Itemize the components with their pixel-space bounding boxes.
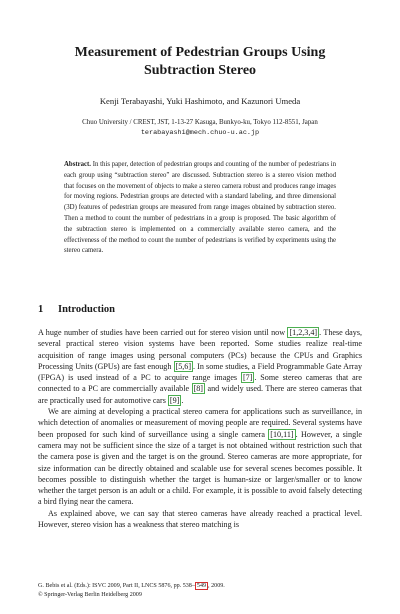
footer-text: , 2009. — [208, 583, 225, 589]
paragraph-text: . However, a single camera may not be sufficient since the size of a target is not obtained without restriction such that the camera pose is given and the target is on the ground. Stereo cameras are more appropriate, for size information can be directly obtained and scalable use for several scenes becomes possible. It becomes possible to distinguish whether the target is human-size or larger/smaller or to know whether the target person is an adult or a child. For example, it is possible to avoid falsely detecting a bird flying near the camera. — [38, 429, 362, 507]
authors: Kenji Terabayashi, Yuki Hashimoto, and Kazunori Umeda — [99, 96, 301, 106]
affiliation: Chuo University / CREST, JST, 1-13-27 Kasuga, Bunkyo-ku, Tokyo 112-8551, Japan — [82, 119, 318, 126]
paragraph-text: . In some studies, a Field Programmable Gate Array (FPGA) is used instead of a PC to acquire range images — [38, 361, 363, 383]
citation-link[interactable]: [8] — [193, 384, 203, 394]
paragraph-text: . Some stereo cameras that are connected to a PC are commercially available — [38, 373, 362, 394]
paragraph-1 — [38, 327, 362, 406]
footer — [38, 582, 362, 599]
paragraph-text: A huge number of studies have been carried out for stereo vision until now — [38, 328, 288, 337]
section-number: 1 — [38, 304, 44, 315]
citation-link[interactable]: [1,2,3,4] — [289, 328, 318, 337]
section-title: Introduction — [58, 304, 115, 315]
section-heading — [38, 304, 115, 315]
footer-text: G. Bebis et al. (Eds.): ISVC 2009, Part II, LNCS 5876, pp. 538– — [38, 583, 195, 589]
paragraph-text: . — [181, 395, 184, 405]
paragraph-text: We are aiming at developing a practical stereo camera for applications such as surveillance, in which detection of anomalies or measurement of moving people are required. Several systems have been proposed for such kind of surveillance using a single camera — [38, 407, 362, 439]
copyright: © Springer-Verlag Berlin Heidelberg 2009 — [38, 591, 142, 598]
author-email: terabayashi@mech.chuo-u.ac.jp — [140, 129, 260, 137]
page-link[interactable]: 549 — [196, 583, 207, 589]
paragraph-text: . These days, several practical stereo vision systems have been reported. Some studies realize real-time acquisition of range images using personal computers (PCs) because the CPUs and Graphics Processing Units (GPUs) are fast enough — [38, 328, 362, 371]
paper-title — [40, 44, 360, 80]
title-line-2: Subtraction Stereo — [143, 63, 257, 78]
paragraph-text: and widely used. There are stereo cameras that are practically used for automotive cars — [38, 384, 363, 405]
citation-link[interactable]: [9] — [169, 395, 180, 405]
abstract-text: In this paper, detection of pedestrian groups and counting of the number of pedestrians in each group using “subtraction stereo” are discussed. Subtraction stereo is a stereo vision method that focuses on the movement of objects to make a stereo camera robust and produces range images for moving regions. Pedestrian groups are detected with a standard labeling, and three dimensional (3D) features of pedestrian groups are measured from range images obtained by subtraction stereo. Then a method to count the number of pedestrians in a group is proposed. The basic algorithm of the subtraction stereo is implemented on a commercially available stereo camera, and the effectiveness of the method to count the number of pedestrians is verified by experiments using the stereo camera. — [64, 161, 336, 255]
title-line-1: Measurement of Pedestrian Groups Using — [74, 45, 326, 60]
paragraph-2 — [38, 406, 362, 508]
citation-link[interactable]: [7] — [242, 373, 253, 383]
citation-link[interactable]: [10,11] — [270, 429, 294, 439]
body-text — [38, 327, 362, 530]
paragraph-3: As explained above, we can say that stereo cameras have already reached a practical level. However, stereo vision has a weakness that stereo matching is — [38, 508, 362, 530]
abstract-label: Abstract. — [64, 161, 91, 168]
citation-footer — [38, 582, 362, 591]
abstract — [64, 160, 336, 257]
citation-link[interactable]: [5,6] — [175, 361, 192, 371]
